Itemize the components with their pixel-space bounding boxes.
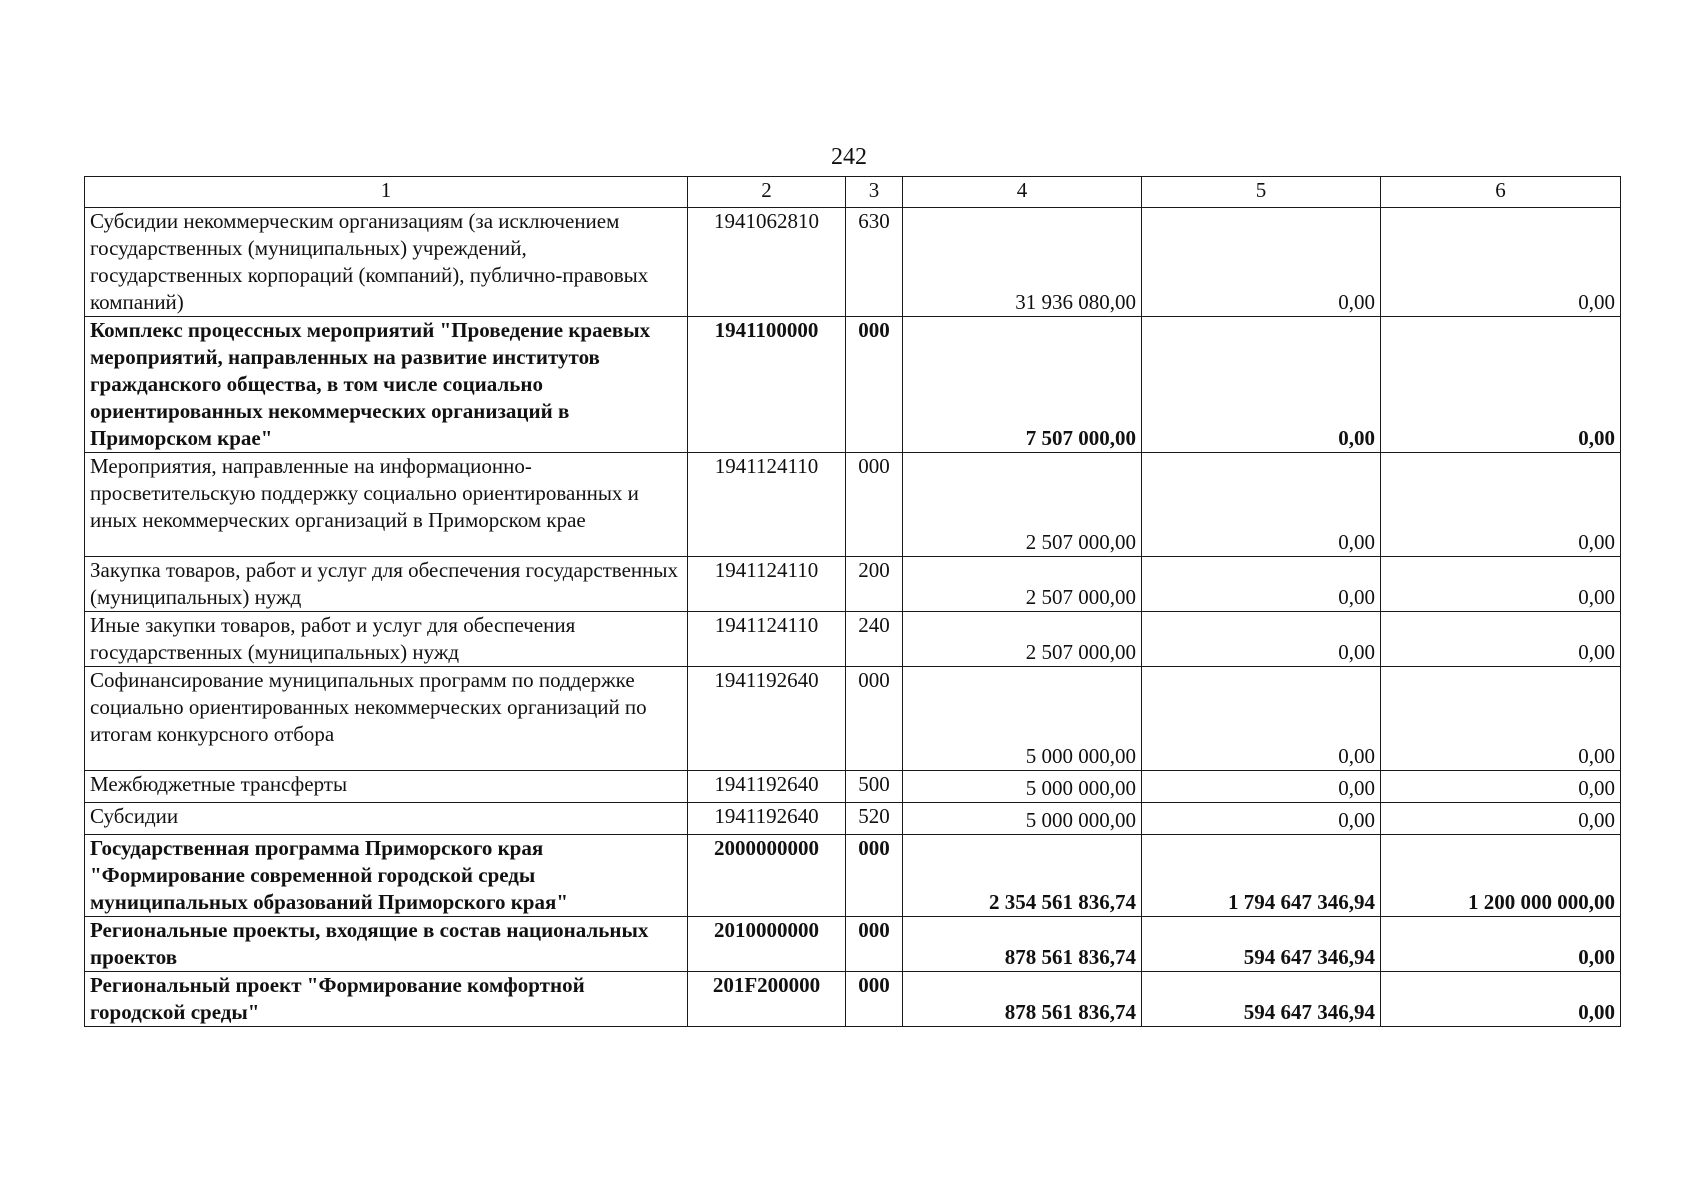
row-amount-col5-cell: 0,00 (1142, 317, 1381, 453)
column-header-5: 5 (1142, 177, 1381, 208)
table-row (85, 453, 1621, 557)
row-amount-col4-cell: 2 507 000,00 (903, 557, 1142, 612)
row-expense-type-cell: 630 (846, 208, 903, 317)
table-row (85, 972, 1621, 1027)
table-row (85, 667, 1621, 771)
row-name-cell: Межбюджетные трансферты (85, 771, 688, 803)
row-amount-col4-cell: 5 000 000,00 (903, 803, 1142, 835)
row-name-cell: Комплекс процессных мероприятий "Проведение краевых мероприятий, направленных на развитие институтов гражданского общества, в том числе социально ориентированных некоммерческих организаций в Приморском крае" (85, 317, 688, 453)
row-amount-col5-cell: 0,00 (1142, 803, 1381, 835)
row-name-cell: Закупка товаров, работ и услуг для обеспечения государственных (муниципальных) нужд (85, 557, 688, 612)
row-code-cell: 2000000000 (688, 835, 846, 917)
header-row (85, 177, 1621, 208)
row-amount-col6-cell: 0,00 (1381, 208, 1621, 317)
row-code-cell: 1941100000 (688, 317, 846, 453)
table-row (85, 612, 1621, 667)
row-amount-col5-cell: 1 794 647 346,94 (1142, 835, 1381, 917)
row-code-cell: 1941124110 (688, 557, 846, 612)
row-expense-type-cell: 200 (846, 557, 903, 612)
table-row (85, 835, 1621, 917)
row-amount-col5-cell: 0,00 (1142, 453, 1381, 557)
row-name-cell: Государственная программа Приморского края "Формирование современной городской среды муниципальных образований Приморского края" (85, 835, 688, 917)
row-name-cell: Региональные проекты, входящие в состав национальных проектов (85, 917, 688, 972)
row-name-cell: Субсидии (85, 803, 688, 835)
row-code-cell: 2010000000 (688, 917, 846, 972)
row-amount-col6-cell: 0,00 (1381, 917, 1621, 972)
row-amount-col4-cell: 5 000 000,00 (903, 667, 1142, 771)
row-code-cell: 1941192640 (688, 803, 846, 835)
row-amount-col4-cell: 31 936 080,00 (903, 208, 1142, 317)
row-code-cell: 1941124110 (688, 612, 846, 667)
column-header-3: 3 (846, 177, 903, 208)
row-amount-col6-cell: 0,00 (1381, 453, 1621, 557)
row-amount-col4-cell: 2 507 000,00 (903, 612, 1142, 667)
row-amount-col5-cell: 594 647 346,94 (1142, 972, 1381, 1027)
column-header-4: 4 (903, 177, 1142, 208)
table-row (85, 917, 1621, 972)
row-amount-col5-cell: 594 647 346,94 (1142, 917, 1381, 972)
row-expense-type-cell: 000 (846, 667, 903, 771)
row-code-cell: 1941192640 (688, 667, 846, 771)
row-amount-col5-cell: 0,00 (1142, 208, 1381, 317)
page-number: 242 (831, 144, 867, 170)
row-amount-col5-cell: 0,00 (1142, 612, 1381, 667)
row-expense-type-cell: 520 (846, 803, 903, 835)
row-amount-col6-cell: 0,00 (1381, 972, 1621, 1027)
row-amount-col5-cell: 0,00 (1142, 771, 1381, 803)
row-amount-col4-cell: 2 507 000,00 (903, 453, 1142, 557)
row-amount-col4-cell: 2 354 561 836,74 (903, 835, 1142, 917)
column-header-6: 6 (1381, 177, 1621, 208)
table-row (85, 803, 1621, 835)
row-amount-col4-cell: 7 507 000,00 (903, 317, 1142, 453)
table-row (85, 208, 1621, 317)
row-name-cell: Мероприятия, направленные на информационно-просветительскую поддержку социально ориентированных и иных некоммерческих организаций в Приморском крае (85, 453, 688, 557)
row-amount-col6-cell: 0,00 (1381, 317, 1621, 453)
row-expense-type-cell: 000 (846, 317, 903, 453)
row-amount-col6-cell: 1 200 000 000,00 (1381, 835, 1621, 917)
table-row (85, 771, 1621, 803)
row-amount-col4-cell: 5 000 000,00 (903, 771, 1142, 803)
row-expense-type-cell: 000 (846, 835, 903, 917)
row-amount-col6-cell: 0,00 (1381, 771, 1621, 803)
row-expense-type-cell: 000 (846, 453, 903, 557)
table-row (85, 317, 1621, 453)
budget-table (84, 176, 1621, 1027)
row-expense-type-cell: 000 (846, 972, 903, 1027)
row-amount-col4-cell: 878 561 836,74 (903, 972, 1142, 1027)
row-name-cell: Иные закупки товаров, работ и услуг для обеспечения государственных (муниципальных) нужд (85, 612, 688, 667)
column-header-2: 2 (688, 177, 846, 208)
row-code-cell: 1941192640 (688, 771, 846, 803)
row-name-cell: Софинансирование муниципальных программ по поддержке социально ориентированных некоммерческих организаций по итогам конкурсного отбора (85, 667, 688, 771)
row-amount-col6-cell: 0,00 (1381, 557, 1621, 612)
row-name-cell: Субсидии некоммерческим организациям (за исключением государственных (муниципальных) учреждений, государственных корпораций (компаний), публично-правовых компаний) (85, 208, 688, 317)
row-expense-type-cell: 000 (846, 917, 903, 972)
row-amount-col6-cell: 0,00 (1381, 612, 1621, 667)
row-expense-type-cell: 500 (846, 771, 903, 803)
row-amount-col4-cell: 878 561 836,74 (903, 917, 1142, 972)
column-header-1: 1 (85, 177, 688, 208)
row-amount-col6-cell: 0,00 (1381, 803, 1621, 835)
row-code-cell: 1941124110 (688, 453, 846, 557)
row-expense-type-cell: 240 (846, 612, 903, 667)
table-row (85, 557, 1621, 612)
row-amount-col6-cell: 0,00 (1381, 667, 1621, 771)
row-code-cell: 201F200000 (688, 972, 846, 1027)
row-code-cell: 1941062810 (688, 208, 846, 317)
row-amount-col5-cell: 0,00 (1142, 667, 1381, 771)
row-amount-col5-cell: 0,00 (1142, 557, 1381, 612)
row-name-cell: Региональный проект "Формирование комфортной городской среды" (85, 972, 688, 1027)
